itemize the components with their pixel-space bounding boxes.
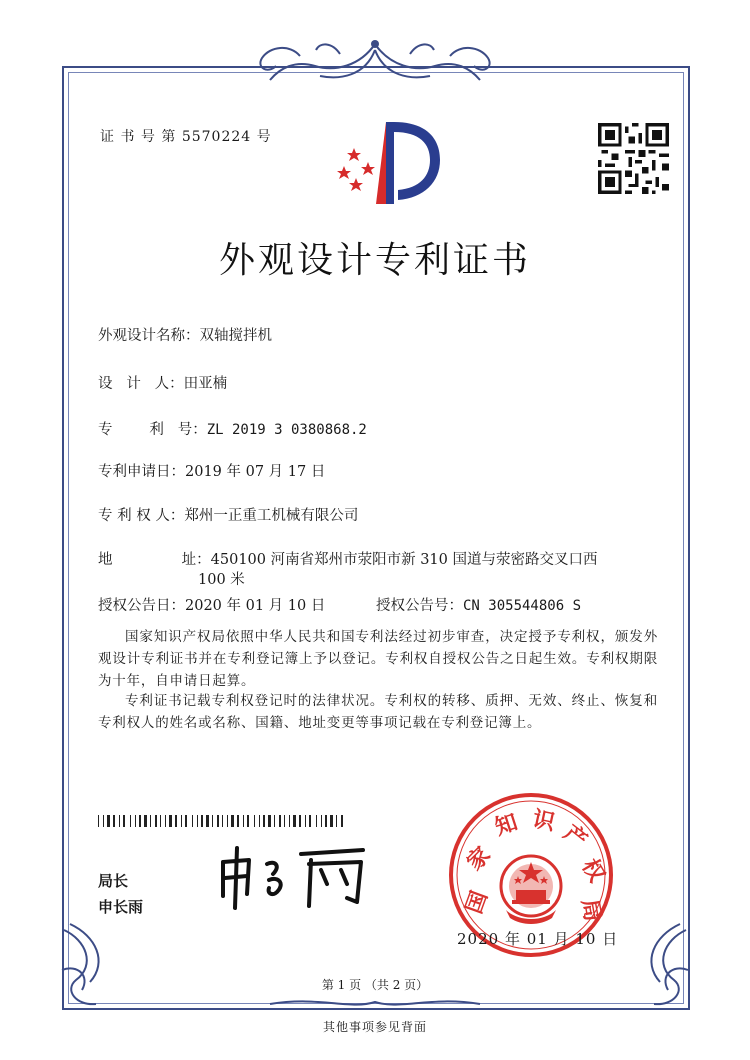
grant-number-row bbox=[376, 594, 581, 615]
svg-text:权: 权 bbox=[576, 854, 610, 887]
signatory-title: 局长 bbox=[98, 872, 129, 890]
svg-text:产: 产 bbox=[558, 820, 592, 854]
patent-number-label: 专 利 号： bbox=[98, 422, 207, 438]
patent-office-logo bbox=[328, 118, 446, 208]
designer-value: 田亚楠 bbox=[183, 376, 228, 392]
certificate-number-suffix: 号 bbox=[256, 129, 272, 145]
grant-date-row bbox=[98, 594, 325, 615]
svg-text:识: 识 bbox=[530, 806, 558, 836]
filing-date-label: 专利申请日： bbox=[98, 464, 185, 480]
bottom-left-ornament bbox=[56, 920, 126, 1010]
filing-date-value: 2019 年 07 月 17 日 bbox=[185, 464, 326, 480]
design-name-value: 双轴搅拌机 bbox=[199, 328, 272, 344]
top-ornament bbox=[240, 36, 510, 86]
svg-text:家: 家 bbox=[462, 842, 496, 876]
patent-number-row bbox=[98, 418, 367, 439]
certificate-number-value: 5570224 bbox=[181, 129, 252, 145]
body-paragraph-2: 专利证书记载专利权登记时的法律状况。专利权的转移、质押、无效、终止、恢复和专利权人的姓名或名称、国籍、地址变更等事项记载在专利登记簿上。 bbox=[98, 693, 658, 731]
svg-text:国: 国 bbox=[461, 887, 493, 918]
certificate-title: 外观设计专利证书 bbox=[218, 240, 531, 281]
address-row bbox=[98, 548, 598, 569]
certificate-number-label: 证 书 号 第 bbox=[100, 129, 177, 145]
address-line2: 100 米 bbox=[198, 572, 245, 588]
handwritten-signature bbox=[215, 840, 375, 912]
filing-date-row bbox=[98, 460, 325, 481]
svg-text:知: 知 bbox=[492, 810, 521, 841]
barcode bbox=[98, 815, 346, 827]
grant-date-value: 2020 年 01 月 10 日 bbox=[185, 598, 326, 614]
designer-row bbox=[98, 372, 227, 393]
seal-date: 2020 年 01 月 10 日 bbox=[457, 930, 619, 948]
national-emblem bbox=[501, 856, 561, 924]
page-number: 第 1 页 （共 2 页） bbox=[321, 978, 429, 992]
footer-note: 其他事项参见背面 bbox=[322, 1020, 427, 1034]
bottom-right-ornament bbox=[624, 920, 694, 1010]
svg-text:局: 局 bbox=[576, 897, 605, 924]
grant-number-label: 授权公告号： bbox=[376, 598, 463, 614]
grant-date-label: 授权公告日： bbox=[98, 598, 185, 614]
patent-number-value: ZL 2019 3 0380868.2 bbox=[206, 422, 367, 438]
certificate-number bbox=[100, 126, 272, 146]
patentee-value: 郑州一正重工机械有限公司 bbox=[184, 508, 359, 524]
bottom-center-ornament bbox=[260, 994, 490, 1012]
designer-label: 设 计 人： bbox=[98, 376, 184, 392]
body-paragraph-1: 国家知识产权局依照中华人民共和国专利法经过初步审查，决定授予专利权，颁发外观设计专利证书并在专利登记簿上予以登记。专利权自授权公告之日起生效。专利权期限为十年，自申请日起算。 bbox=[98, 629, 658, 689]
address-line1: 450100 河南省郑州市荥阳市新 310 国道与荥密路交叉口西 bbox=[210, 552, 598, 568]
design-name-label: 外观设计名称： bbox=[98, 328, 200, 344]
qr-code bbox=[598, 123, 669, 194]
patentee-row bbox=[98, 504, 358, 525]
grant-number-value: CN 305544806 S bbox=[463, 598, 582, 614]
address-label: 地 址： bbox=[98, 552, 211, 568]
signatory-name: 申长雨 bbox=[98, 898, 144, 916]
patentee-label: 专 利 权 人： bbox=[98, 508, 185, 524]
design-name-row bbox=[98, 324, 272, 345]
